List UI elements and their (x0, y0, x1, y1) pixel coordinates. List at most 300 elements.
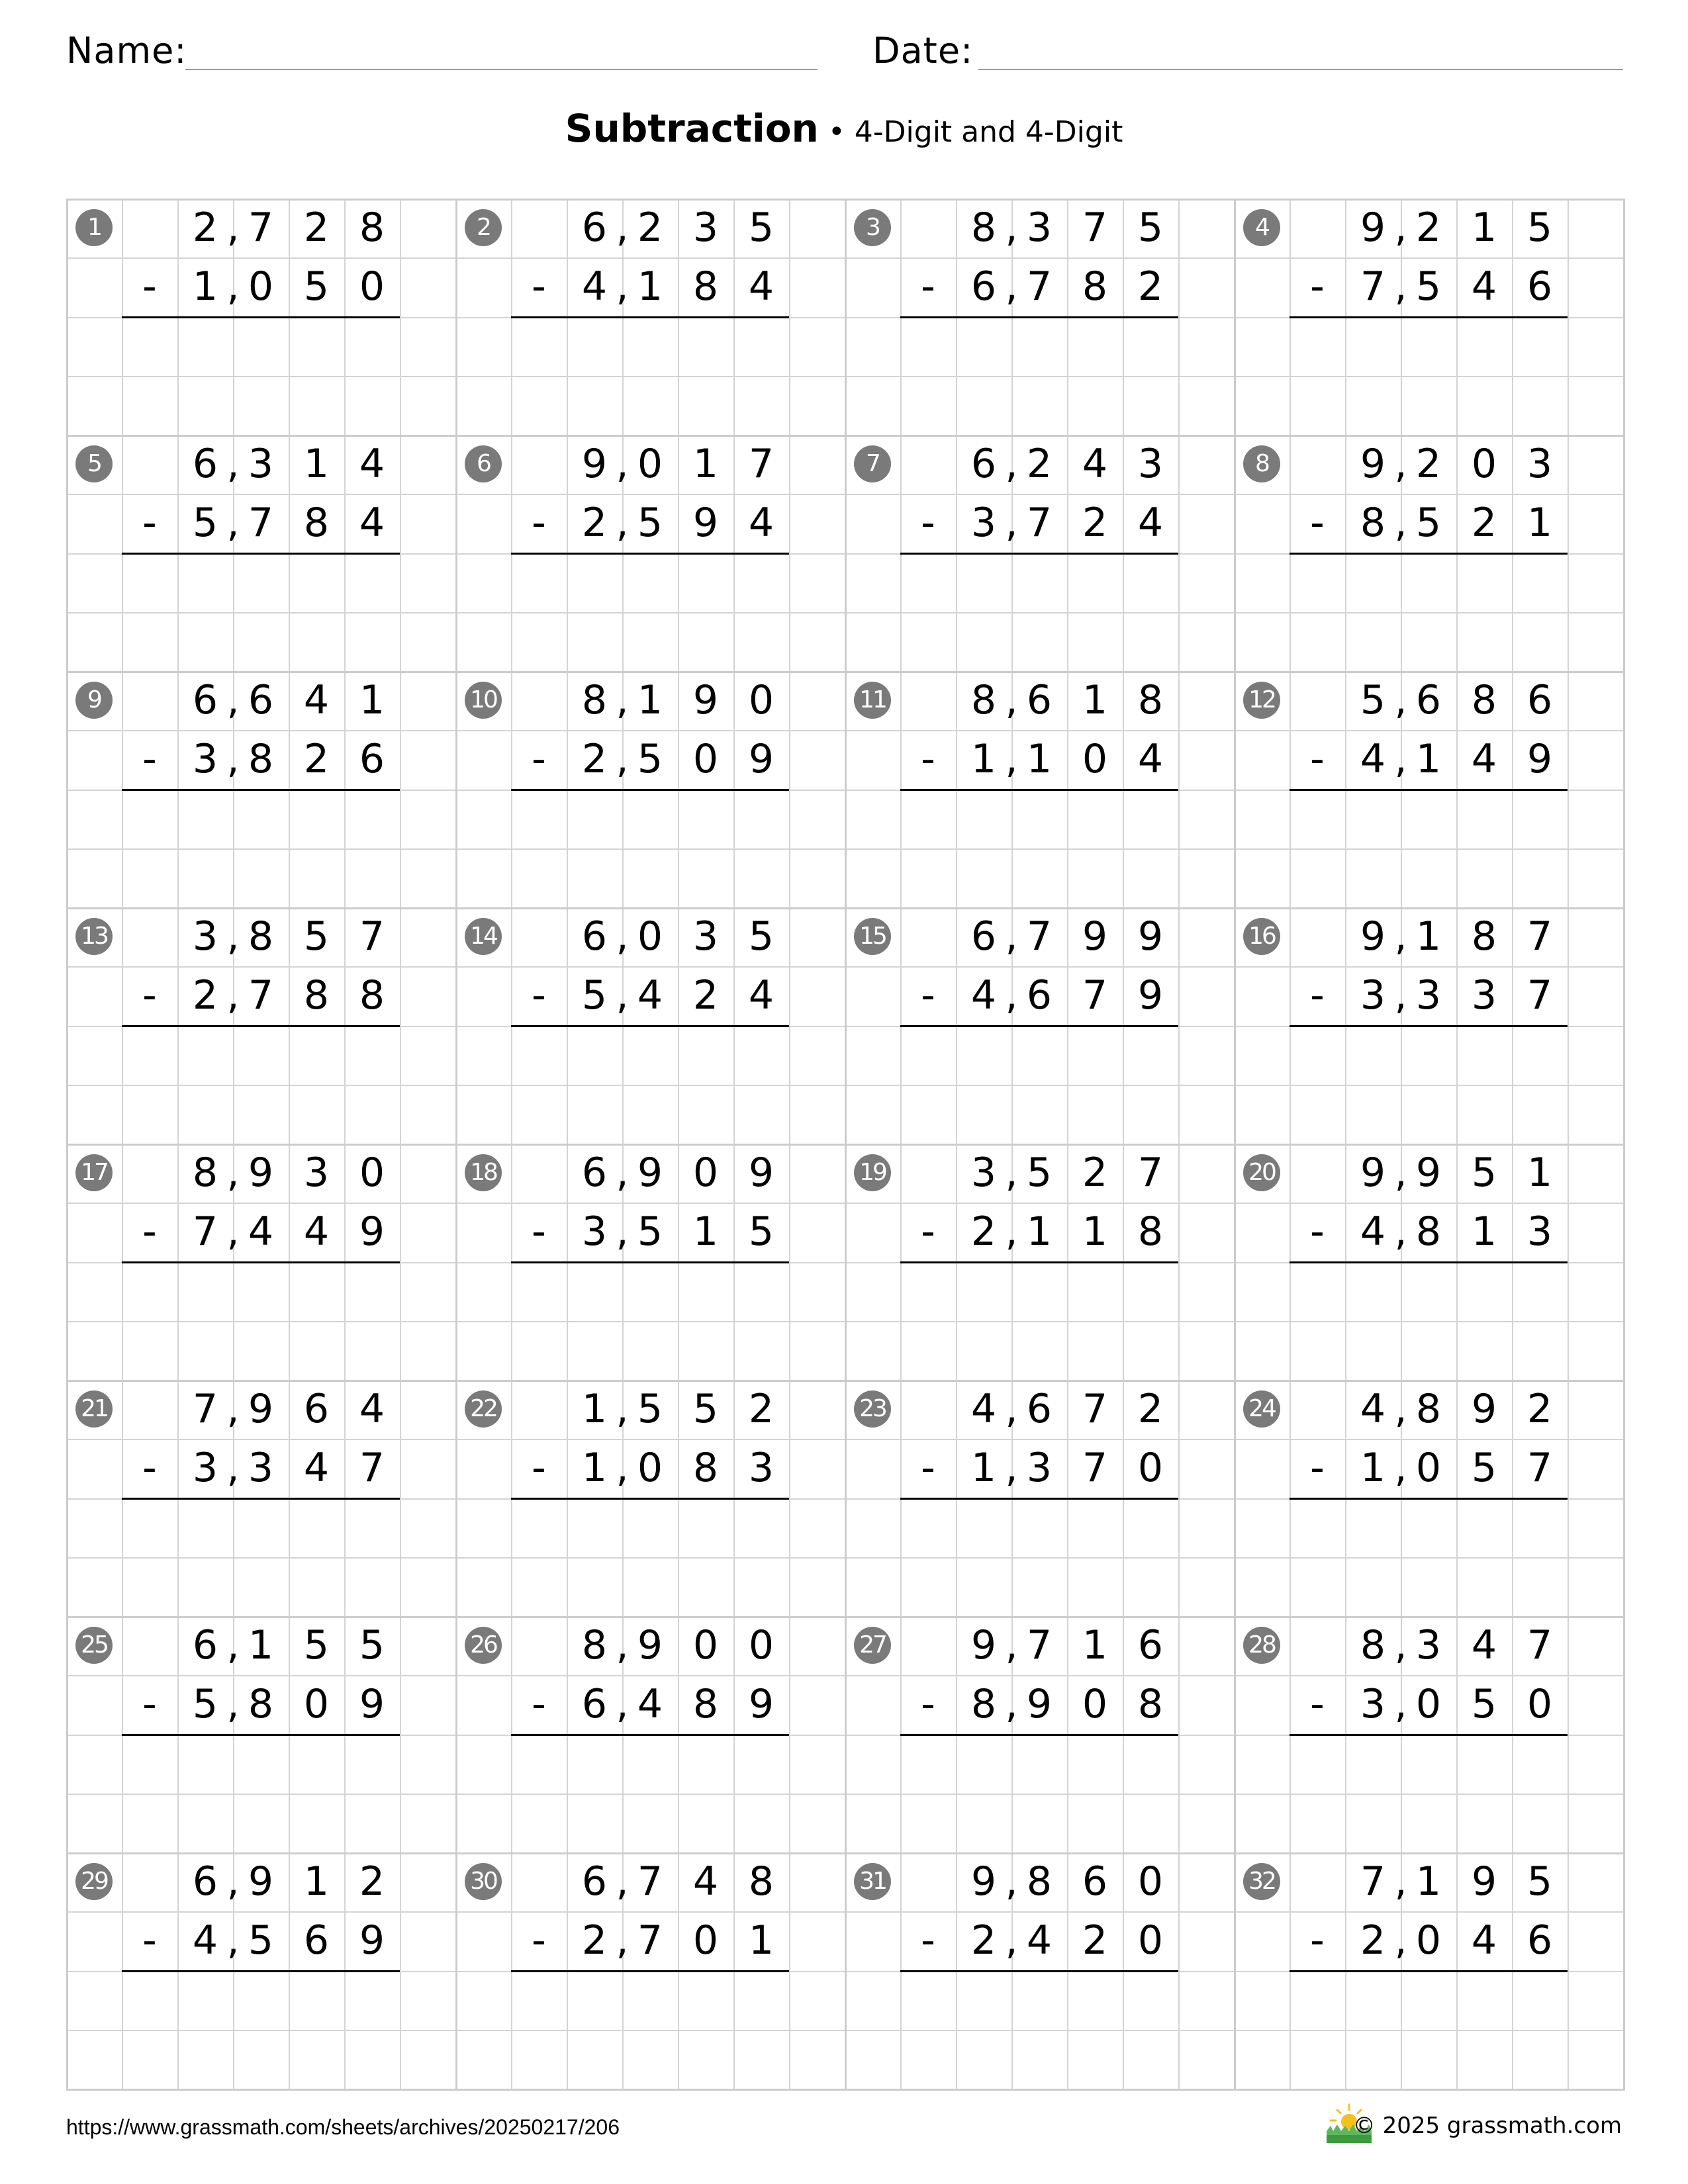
grid-cell[interactable] (122, 1380, 179, 1440)
grid-cell[interactable] (845, 1911, 902, 1972)
grid-cell[interactable] (455, 1439, 512, 1499)
grid-cell[interactable] (1178, 1557, 1235, 1617)
grid-cell[interactable] (789, 257, 846, 318)
grid-cell[interactable] (66, 612, 123, 672)
grid-cell[interactable] (455, 1203, 512, 1263)
answer-area[interactable] (900, 1735, 1178, 1853)
grid-cell[interactable] (1178, 1380, 1235, 1440)
grid-cell[interactable] (845, 1321, 902, 1381)
grid-cell[interactable] (511, 435, 568, 495)
answer-area[interactable] (511, 1735, 789, 1853)
answer-area[interactable] (900, 1026, 1178, 1144)
grid-cell[interactable] (1234, 730, 1291, 790)
grid-cell[interactable] (1568, 848, 1624, 909)
grid-cell[interactable] (1289, 1144, 1346, 1204)
grid-cell[interactable] (1234, 790, 1291, 850)
grid-cell[interactable] (1178, 257, 1235, 318)
grid-cell[interactable] (789, 1026, 846, 1086)
grid-cell[interactable] (900, 671, 957, 731)
grid-cell[interactable] (845, 494, 902, 554)
answer-area[interactable] (511, 1262, 789, 1381)
grid-cell[interactable] (1178, 790, 1235, 850)
minuend-digit: 8 (970, 205, 997, 251)
grid-cell[interactable] (455, 1794, 512, 1854)
grid-cell[interactable] (455, 1262, 512, 1322)
grid-cell[interactable] (66, 1675, 123, 1735)
grid-cell[interactable] (900, 1144, 957, 1204)
grid-cell[interactable] (845, 848, 902, 909)
grid-cell[interactable] (1568, 494, 1624, 554)
grid-cell[interactable] (400, 1557, 457, 1617)
grid-cell[interactable] (400, 1616, 457, 1676)
grid-cell[interactable] (1178, 435, 1235, 495)
grid-cell[interactable] (400, 1794, 457, 1854)
answer-area[interactable] (511, 790, 789, 908)
grid-cell[interactable] (400, 1085, 457, 1145)
grid-cell[interactable] (66, 1203, 123, 1263)
grid-cell[interactable] (1178, 1026, 1235, 1086)
grid-cell[interactable] (455, 376, 512, 436)
grid-cell[interactable] (789, 494, 846, 554)
grid-cell[interactable] (845, 1557, 902, 1617)
grid-cell[interactable] (1289, 199, 1346, 259)
name-label: Name: (66, 30, 187, 71)
grid-cell[interactable] (845, 1971, 902, 2031)
grid-cell[interactable] (1234, 376, 1291, 436)
grid-cell[interactable] (789, 1794, 846, 1854)
grid-cell[interactable] (1568, 966, 1624, 1026)
grid-cell[interactable] (1568, 1675, 1624, 1735)
grid-cell[interactable] (845, 612, 902, 672)
grid-cell[interactable] (1568, 1026, 1624, 1086)
grid-cell[interactable] (400, 1380, 457, 1440)
grid-cell[interactable] (1234, 1911, 1291, 1972)
grid-cell[interactable] (789, 1203, 846, 1263)
grid-cell[interactable] (789, 1971, 846, 2031)
answer-area[interactable] (1289, 1026, 1568, 1144)
grid-cell[interactable] (845, 376, 902, 436)
answer-area[interactable] (900, 317, 1178, 435)
grid-cell[interactable] (122, 907, 179, 968)
grid-cell[interactable] (789, 553, 846, 614)
grid-cell[interactable] (400, 1026, 457, 1086)
answer-area[interactable] (122, 1971, 400, 2089)
answer-area[interactable] (900, 790, 1178, 908)
grid-cell[interactable] (789, 848, 846, 909)
grid-cell[interactable] (66, 1439, 123, 1499)
grid-cell[interactable] (845, 730, 902, 790)
grid-cell[interactable] (1178, 1675, 1235, 1735)
grid-cell[interactable] (400, 1321, 457, 1381)
grid-cell[interactable] (1289, 1852, 1346, 1913)
grid-cell[interactable] (400, 1852, 457, 1913)
grid-cell[interactable] (511, 907, 568, 968)
grid-cell[interactable] (66, 790, 123, 850)
grid-cell[interactable] (1568, 1616, 1624, 1676)
grid-cell[interactable] (1178, 848, 1235, 909)
grid-cell[interactable] (789, 1085, 846, 1145)
grid-cell[interactable] (455, 2030, 512, 2090)
grid-cell[interactable] (789, 1144, 846, 1204)
grid-cell[interactable] (845, 1262, 902, 1322)
grid-cell[interactable] (1568, 199, 1624, 259)
grid-cell[interactable] (1178, 1794, 1235, 1854)
grid-cell[interactable] (845, 1675, 902, 1735)
grid-cell[interactable] (1568, 1144, 1624, 1204)
grid-cell[interactable] (455, 730, 512, 790)
minuend-digit: 9 (637, 1622, 663, 1668)
grid-cell[interactable] (789, 612, 846, 672)
grid-cell[interactable] (1178, 966, 1235, 1026)
answer-area[interactable] (900, 1971, 1178, 2089)
answer-area[interactable] (511, 1026, 789, 1144)
grid-cell[interactable] (1289, 671, 1346, 731)
answer-area[interactable] (1289, 1735, 1568, 1853)
grid-cell[interactable] (789, 435, 846, 495)
grid-cell[interactable] (1234, 553, 1291, 614)
grid-cell[interactable] (1234, 1735, 1291, 1795)
grid-cell[interactable] (400, 199, 457, 259)
grid-cell[interactable] (511, 1616, 568, 1676)
grid-cell[interactable] (789, 966, 846, 1026)
grid-cell[interactable] (789, 199, 846, 259)
grid-cell[interactable] (789, 790, 846, 850)
grid-cell[interactable] (789, 1735, 846, 1795)
grid-cell[interactable] (66, 1262, 123, 1322)
grid-cell[interactable] (400, 730, 457, 790)
grid-cell[interactable] (1178, 1616, 1235, 1676)
answer-area[interactable] (122, 553, 400, 672)
grid-cell[interactable] (789, 1557, 846, 1617)
grid-cell[interactable] (511, 671, 568, 731)
grid-cell[interactable] (1568, 907, 1624, 968)
grid-cell[interactable] (511, 1144, 568, 1204)
grid-cell[interactable] (1568, 790, 1624, 850)
grid-cell[interactable] (455, 553, 512, 614)
grid-cell[interactable] (900, 1616, 957, 1676)
answer-area[interactable] (511, 553, 789, 672)
grid-cell[interactable] (455, 1026, 512, 1086)
grid-cell[interactable] (66, 494, 123, 554)
grid-cell[interactable] (789, 907, 846, 968)
grid-cell[interactable] (1234, 1026, 1291, 1086)
grid-cell[interactable] (1568, 1085, 1624, 1145)
grid-cell[interactable] (1178, 1852, 1235, 1913)
problem-number-badge: 15 (854, 918, 891, 955)
grid-cell[interactable] (1178, 612, 1235, 672)
grid-cell[interactable] (789, 1852, 846, 1913)
grid-cell[interactable] (789, 1380, 846, 1440)
grid-cell[interactable] (1234, 1203, 1291, 1263)
grid-cell[interactable] (1178, 1971, 1235, 2031)
grid-cell[interactable] (1234, 1321, 1291, 1381)
grid-cell[interactable] (1289, 1616, 1346, 1676)
grid-cell[interactable] (66, 848, 123, 909)
grid-cell[interactable] (845, 2030, 902, 2090)
grid-cell[interactable] (1568, 1380, 1624, 1440)
grid-cell[interactable] (66, 1971, 123, 2031)
subtrahend-digit: 4 (248, 1208, 274, 1255)
grid-cell[interactable] (66, 1321, 123, 1381)
grid-cell[interactable] (1289, 435, 1346, 495)
grid-cell[interactable] (400, 848, 457, 909)
grid-cell[interactable] (1568, 1498, 1624, 1559)
grid-cell[interactable] (1568, 671, 1624, 731)
grid-cell[interactable] (1178, 1735, 1235, 1795)
grid-cell[interactable] (400, 1911, 457, 1972)
grid-cell[interactable] (789, 2030, 846, 2090)
answer-area[interactable] (900, 1262, 1178, 1381)
grid-cell[interactable] (122, 1616, 179, 1676)
minuend-digit: 9 (1471, 1858, 1497, 1905)
answer-area[interactable] (122, 790, 400, 908)
answer-area[interactable] (900, 553, 1178, 672)
grid-cell[interactable] (789, 1675, 846, 1735)
grid-cell[interactable] (455, 494, 512, 554)
grid-cell[interactable] (400, 257, 457, 318)
grid-cell[interactable] (1234, 317, 1291, 377)
grid-cell[interactable] (66, 1026, 123, 1086)
grid-cell[interactable] (455, 257, 512, 318)
grid-cell[interactable] (1568, 257, 1624, 318)
answer-area[interactable] (1289, 790, 1568, 908)
grid-cell[interactable] (1568, 1321, 1624, 1381)
grid-cell[interactable] (400, 966, 457, 1026)
grid-cell[interactable] (1568, 435, 1624, 495)
grid-cell[interactable] (455, 1911, 512, 1972)
grid-cell[interactable] (1178, 1203, 1235, 1263)
grid-cell[interactable] (1568, 2030, 1624, 2090)
grid-cell[interactable] (845, 1026, 902, 1086)
grid-cell[interactable] (400, 1203, 457, 1263)
answer-area[interactable] (511, 317, 789, 435)
grid-cell[interactable] (122, 1852, 179, 1913)
grid-cell[interactable] (900, 199, 957, 259)
grid-cell[interactable] (1178, 671, 1235, 731)
grid-cell[interactable] (1178, 1439, 1235, 1499)
grid-cell[interactable] (66, 966, 123, 1026)
grid-cell[interactable] (789, 317, 846, 377)
grid-cell[interactable] (789, 1439, 846, 1499)
grid-cell[interactable] (400, 2030, 457, 2090)
grid-cell[interactable] (400, 435, 457, 495)
grid-cell[interactable] (1234, 966, 1291, 1026)
answer-area[interactable] (511, 1498, 789, 1617)
answer-area[interactable] (1289, 317, 1568, 435)
grid-cell[interactable] (66, 317, 123, 377)
grid-cell[interactable] (455, 790, 512, 850)
minuend-digit: 8 (1471, 677, 1497, 723)
name-line[interactable] (185, 69, 818, 70)
grid-cell[interactable] (1234, 2030, 1291, 2090)
grid-cell[interactable] (1234, 1794, 1291, 1854)
answer-area[interactable] (1289, 553, 1568, 672)
grid-cell[interactable] (789, 376, 846, 436)
grid-cell[interactable] (400, 1675, 457, 1735)
grid-cell[interactable] (1568, 1262, 1624, 1322)
grid-cell[interactable] (789, 671, 846, 731)
grid-cell[interactable] (122, 199, 179, 259)
subtrahend-digit: 1 (192, 263, 218, 310)
grid-cell[interactable] (845, 1794, 902, 1854)
grid-cell[interactable] (1568, 1911, 1624, 1972)
minus-sign: - (921, 263, 935, 310)
grid-cell[interactable] (66, 1911, 123, 1972)
grid-cell[interactable] (1234, 1439, 1291, 1499)
grid-cell[interactable] (1568, 1852, 1624, 1913)
grid-cell[interactable] (455, 612, 512, 672)
grid-cell[interactable] (1568, 553, 1624, 614)
grid-cell[interactable] (1568, 1794, 1624, 1854)
grid-cell[interactable] (845, 1085, 902, 1145)
grid-cell[interactable] (789, 1262, 846, 1322)
grid-cell[interactable] (455, 1675, 512, 1735)
date-line[interactable] (978, 69, 1623, 70)
grid-cell[interactable] (400, 671, 457, 731)
grid-cell[interactable] (1178, 553, 1235, 614)
grid-cell[interactable] (1568, 376, 1624, 436)
grid-cell[interactable] (66, 1498, 123, 1559)
grid-cell[interactable] (511, 199, 568, 259)
grid-cell[interactable] (511, 1852, 568, 1913)
grid-cell[interactable] (66, 257, 123, 318)
grid-cell[interactable] (845, 317, 902, 377)
grid-cell[interactable] (845, 1203, 902, 1263)
grid-cell[interactable] (122, 671, 179, 731)
grid-cell[interactable] (511, 1380, 568, 1440)
subtrahend-digit: 0 (1415, 1917, 1442, 1964)
grid-cell[interactable] (400, 376, 457, 436)
grid-cell[interactable] (845, 1439, 902, 1499)
grid-cell[interactable] (789, 1616, 846, 1676)
grid-cell[interactable] (400, 1971, 457, 2031)
grid-cell[interactable] (122, 1144, 179, 1204)
grid-cell[interactable] (845, 790, 902, 850)
grid-cell[interactable] (66, 730, 123, 790)
grid-cell[interactable] (1178, 494, 1235, 554)
grid-cell[interactable] (400, 1498, 457, 1559)
grid-cell[interactable] (1568, 612, 1624, 672)
grid-cell[interactable] (789, 1321, 846, 1381)
grid-cell[interactable] (455, 1085, 512, 1145)
grid-cell[interactable] (66, 2030, 123, 2090)
grid-cell[interactable] (66, 1735, 123, 1795)
grid-cell[interactable] (400, 907, 457, 968)
grid-cell[interactable] (1234, 1085, 1291, 1145)
grid-cell[interactable] (455, 317, 512, 377)
grid-cell[interactable] (1568, 1557, 1624, 1617)
grid-cell[interactable] (1178, 317, 1235, 377)
grid-cell[interactable] (1568, 1735, 1624, 1795)
grid-cell[interactable] (1178, 1911, 1235, 1972)
grid-cell[interactable] (1178, 907, 1235, 968)
grid-cell[interactable] (900, 907, 957, 968)
grid-cell[interactable] (1178, 730, 1235, 790)
grid-cell[interactable] (1568, 1971, 1624, 2031)
grid-cell[interactable] (900, 435, 957, 495)
grid-cell[interactable] (900, 1380, 957, 1440)
grid-cell[interactable] (789, 1498, 846, 1559)
grid-cell[interactable] (1234, 1557, 1291, 1617)
grid-cell[interactable] (1234, 848, 1291, 909)
grid-cell[interactable] (1234, 494, 1291, 554)
grid-cell[interactable] (400, 1262, 457, 1322)
grid-cell[interactable] (1568, 1203, 1624, 1263)
grid-cell[interactable] (455, 966, 512, 1026)
grid-cell[interactable] (400, 612, 457, 672)
grid-cell[interactable] (455, 1498, 512, 1559)
grid-cell[interactable] (845, 966, 902, 1026)
grid-cell[interactable] (1178, 1262, 1235, 1322)
grid-cell[interactable] (400, 790, 457, 850)
grid-cell[interactable] (1234, 1262, 1291, 1322)
grid-cell[interactable] (400, 317, 457, 377)
answer-area[interactable] (1289, 1498, 1568, 1617)
grid-cell[interactable] (1234, 1675, 1291, 1735)
grid-cell[interactable] (1568, 730, 1624, 790)
grid-cell[interactable] (1178, 1498, 1235, 1559)
grid-cell[interactable] (845, 257, 902, 318)
grid-cell[interactable] (400, 1439, 457, 1499)
grid-cell[interactable] (1568, 1439, 1624, 1499)
grid-cell[interactable] (845, 1498, 902, 1559)
grid-cell[interactable] (845, 1735, 902, 1795)
grid-cell[interactable] (400, 494, 457, 554)
grid-cell[interactable] (845, 553, 902, 614)
answer-area[interactable] (122, 317, 400, 435)
grid-cell[interactable] (900, 1852, 957, 1913)
grid-cell[interactable] (66, 553, 123, 614)
answer-area[interactable] (122, 1026, 400, 1144)
answer-area[interactable] (900, 1498, 1178, 1617)
grid-cell[interactable] (1178, 1085, 1235, 1145)
grid-cell[interactable] (400, 1144, 457, 1204)
grid-cell[interactable] (455, 1735, 512, 1795)
grid-cell[interactable] (400, 1735, 457, 1795)
grid-cell[interactable] (66, 1794, 123, 1854)
grid-cell[interactable] (400, 553, 457, 614)
answer-area[interactable] (1289, 1262, 1568, 1381)
grid-cell[interactable] (455, 1557, 512, 1617)
answer-area[interactable] (122, 1262, 400, 1381)
grid-cell[interactable] (1234, 612, 1291, 672)
grid-cell[interactable] (455, 848, 512, 909)
grid-cell[interactable] (1178, 2030, 1235, 2090)
grid-cell[interactable] (1568, 317, 1624, 377)
answer-area[interactable] (511, 1971, 789, 2089)
grid-cell[interactable] (66, 1557, 123, 1617)
answer-area[interactable] (122, 1498, 400, 1617)
answer-area[interactable] (1289, 1971, 1568, 2089)
grid-cell[interactable] (1178, 199, 1235, 259)
grid-cell[interactable] (1234, 257, 1291, 318)
grid-cell[interactable] (1178, 1144, 1235, 1204)
grid-cell[interactable] (455, 1971, 512, 2031)
grid-cell[interactable] (1234, 1498, 1291, 1559)
grid-cell[interactable] (122, 435, 179, 495)
grid-cell[interactable] (1178, 376, 1235, 436)
grid-cell[interactable] (789, 1911, 846, 1972)
grid-cell[interactable] (1289, 1380, 1346, 1440)
grid-cell[interactable] (789, 730, 846, 790)
grid-cell[interactable] (66, 1085, 123, 1145)
grid-cell[interactable] (1234, 1971, 1291, 2031)
grid-cell[interactable] (1289, 907, 1346, 968)
answer-area[interactable] (122, 1735, 400, 1853)
grid-cell[interactable] (455, 1321, 512, 1381)
grid-cell[interactable] (66, 376, 123, 436)
grid-cell[interactable] (1178, 1321, 1235, 1381)
